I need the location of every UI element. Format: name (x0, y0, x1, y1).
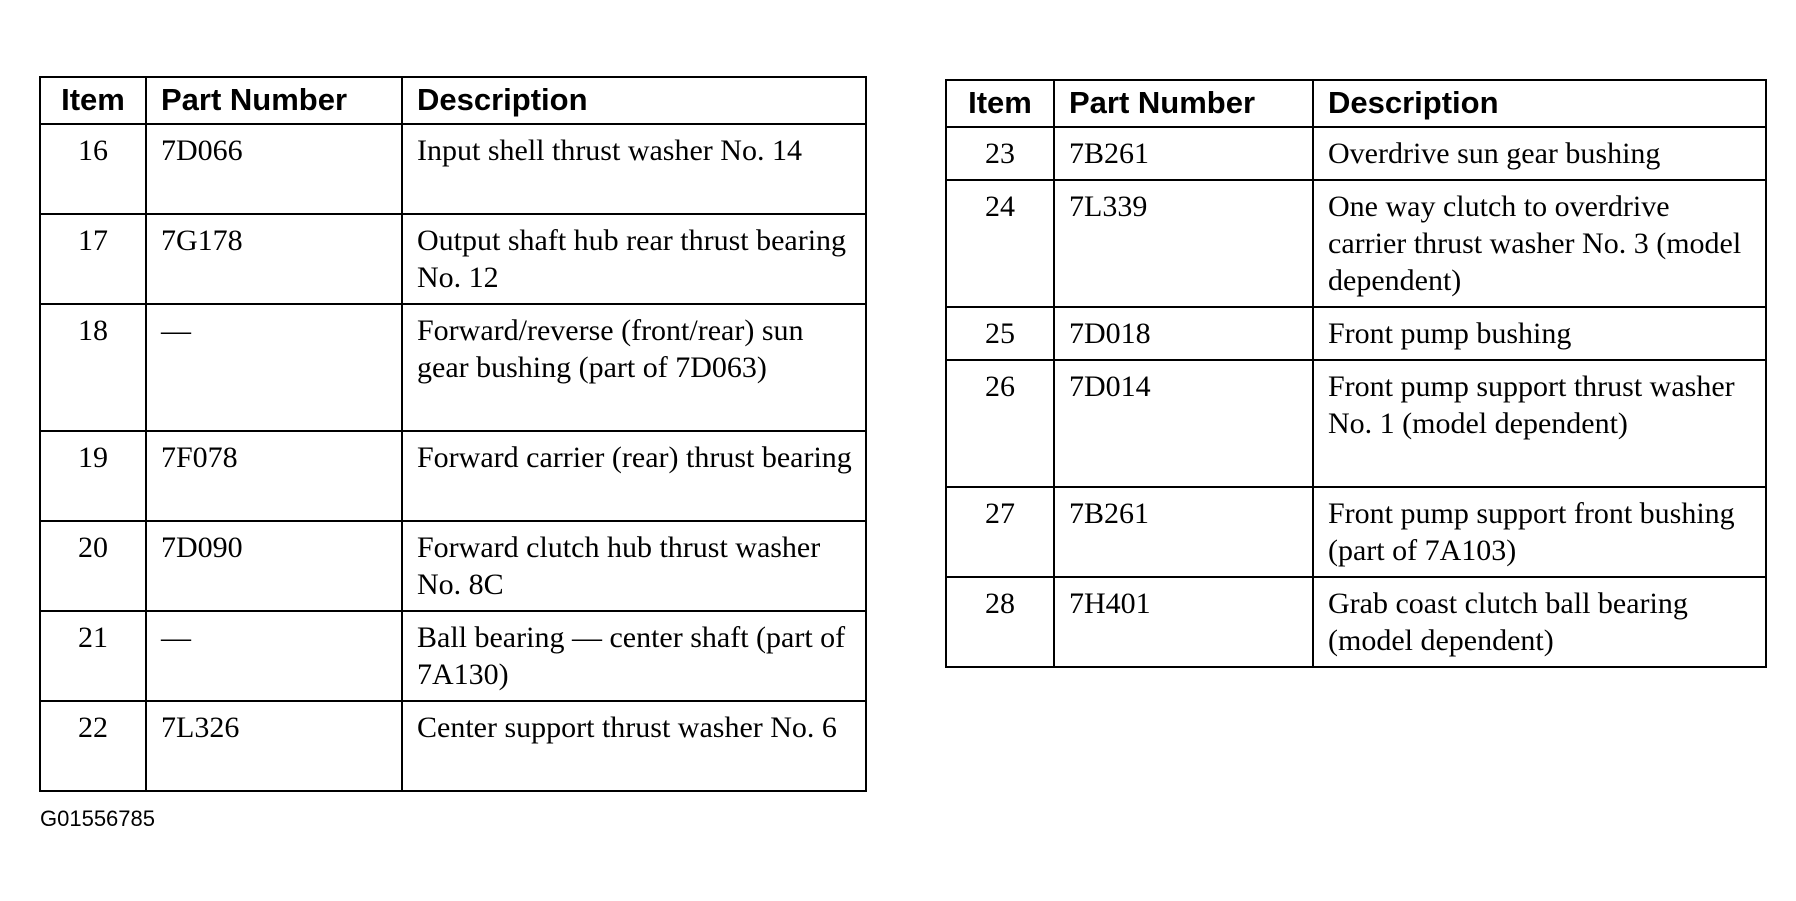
header-description: Description (1313, 80, 1766, 127)
header-description: Description (402, 77, 866, 124)
item-number: 18 (40, 304, 146, 431)
item-number: 25 (946, 307, 1054, 360)
table-row (40, 611, 866, 701)
item-number: 16 (40, 124, 146, 214)
part-number: 7L339 (1054, 180, 1313, 307)
item-number: 21 (40, 611, 146, 701)
description: Ball bearing — center shaft (part of 7A130) (402, 611, 866, 701)
table-row (946, 360, 1766, 487)
description: Input shell thrust washer No. 14 (402, 124, 866, 214)
part-number: 7B261 (1054, 127, 1313, 180)
part-number: 7D090 (146, 521, 402, 611)
header-item: Item (40, 77, 146, 124)
item-number: 27 (946, 487, 1054, 577)
description: Front pump support thrust washer No. 1 (model dependent) (1313, 360, 1766, 487)
figure-id: G01556785 (40, 806, 155, 831)
description: Forward/reverse (front/rear) sun gear bushing (part of 7D063) (402, 304, 866, 431)
table-row (40, 521, 866, 611)
part-number: — (146, 304, 402, 431)
item-number: 20 (40, 521, 146, 611)
description: Front pump bushing (1313, 307, 1766, 360)
parts-table-left (39, 76, 867, 792)
description: Output shaft hub rear thrust bearing No. 12 (402, 214, 866, 304)
description: Grab coast clutch ball bearing (model dependent) (1313, 577, 1766, 667)
table-row (946, 577, 1766, 667)
description: Forward clutch hub thrust washer No. 8C (402, 521, 866, 611)
part-number: 7G178 (146, 214, 402, 304)
table-row (946, 487, 1766, 577)
description: Center support thrust washer No. 6 (402, 701, 866, 791)
table-row (40, 431, 866, 521)
item-number: 17 (40, 214, 146, 304)
part-number: 7D014 (1054, 360, 1313, 487)
part-number: 7D018 (1054, 307, 1313, 360)
description: Front pump support front bushing (part of 7A103) (1313, 487, 1766, 577)
item-number: 22 (40, 701, 146, 791)
table-row (40, 701, 866, 791)
part-number: — (146, 611, 402, 701)
item-number: 28 (946, 577, 1054, 667)
part-number: 7D066 (146, 124, 402, 214)
header-part-number: Part Number (146, 77, 402, 124)
description: Forward carrier (rear) thrust bearing (402, 431, 866, 521)
part-number: 7F078 (146, 431, 402, 521)
parts-table-right (945, 79, 1767, 668)
table-row (40, 214, 866, 304)
table-row (40, 304, 866, 431)
header-row (946, 80, 1766, 127)
item-number: 19 (40, 431, 146, 521)
description: One way clutch to overdrive carrier thrust washer No. 3 (model dependent) (1313, 180, 1766, 307)
item-number: 24 (946, 180, 1054, 307)
table-row (40, 124, 866, 214)
description: Overdrive sun gear bushing (1313, 127, 1766, 180)
table-row (946, 127, 1766, 180)
header-part-number: Part Number (1054, 80, 1313, 127)
table-row (946, 180, 1766, 307)
part-number: 7H401 (1054, 577, 1313, 667)
header-row (40, 77, 866, 124)
part-number: 7B261 (1054, 487, 1313, 577)
item-number: 23 (946, 127, 1054, 180)
part-number: 7L326 (146, 701, 402, 791)
header-item: Item (946, 80, 1054, 127)
table-row (946, 307, 1766, 360)
item-number: 26 (946, 360, 1054, 487)
